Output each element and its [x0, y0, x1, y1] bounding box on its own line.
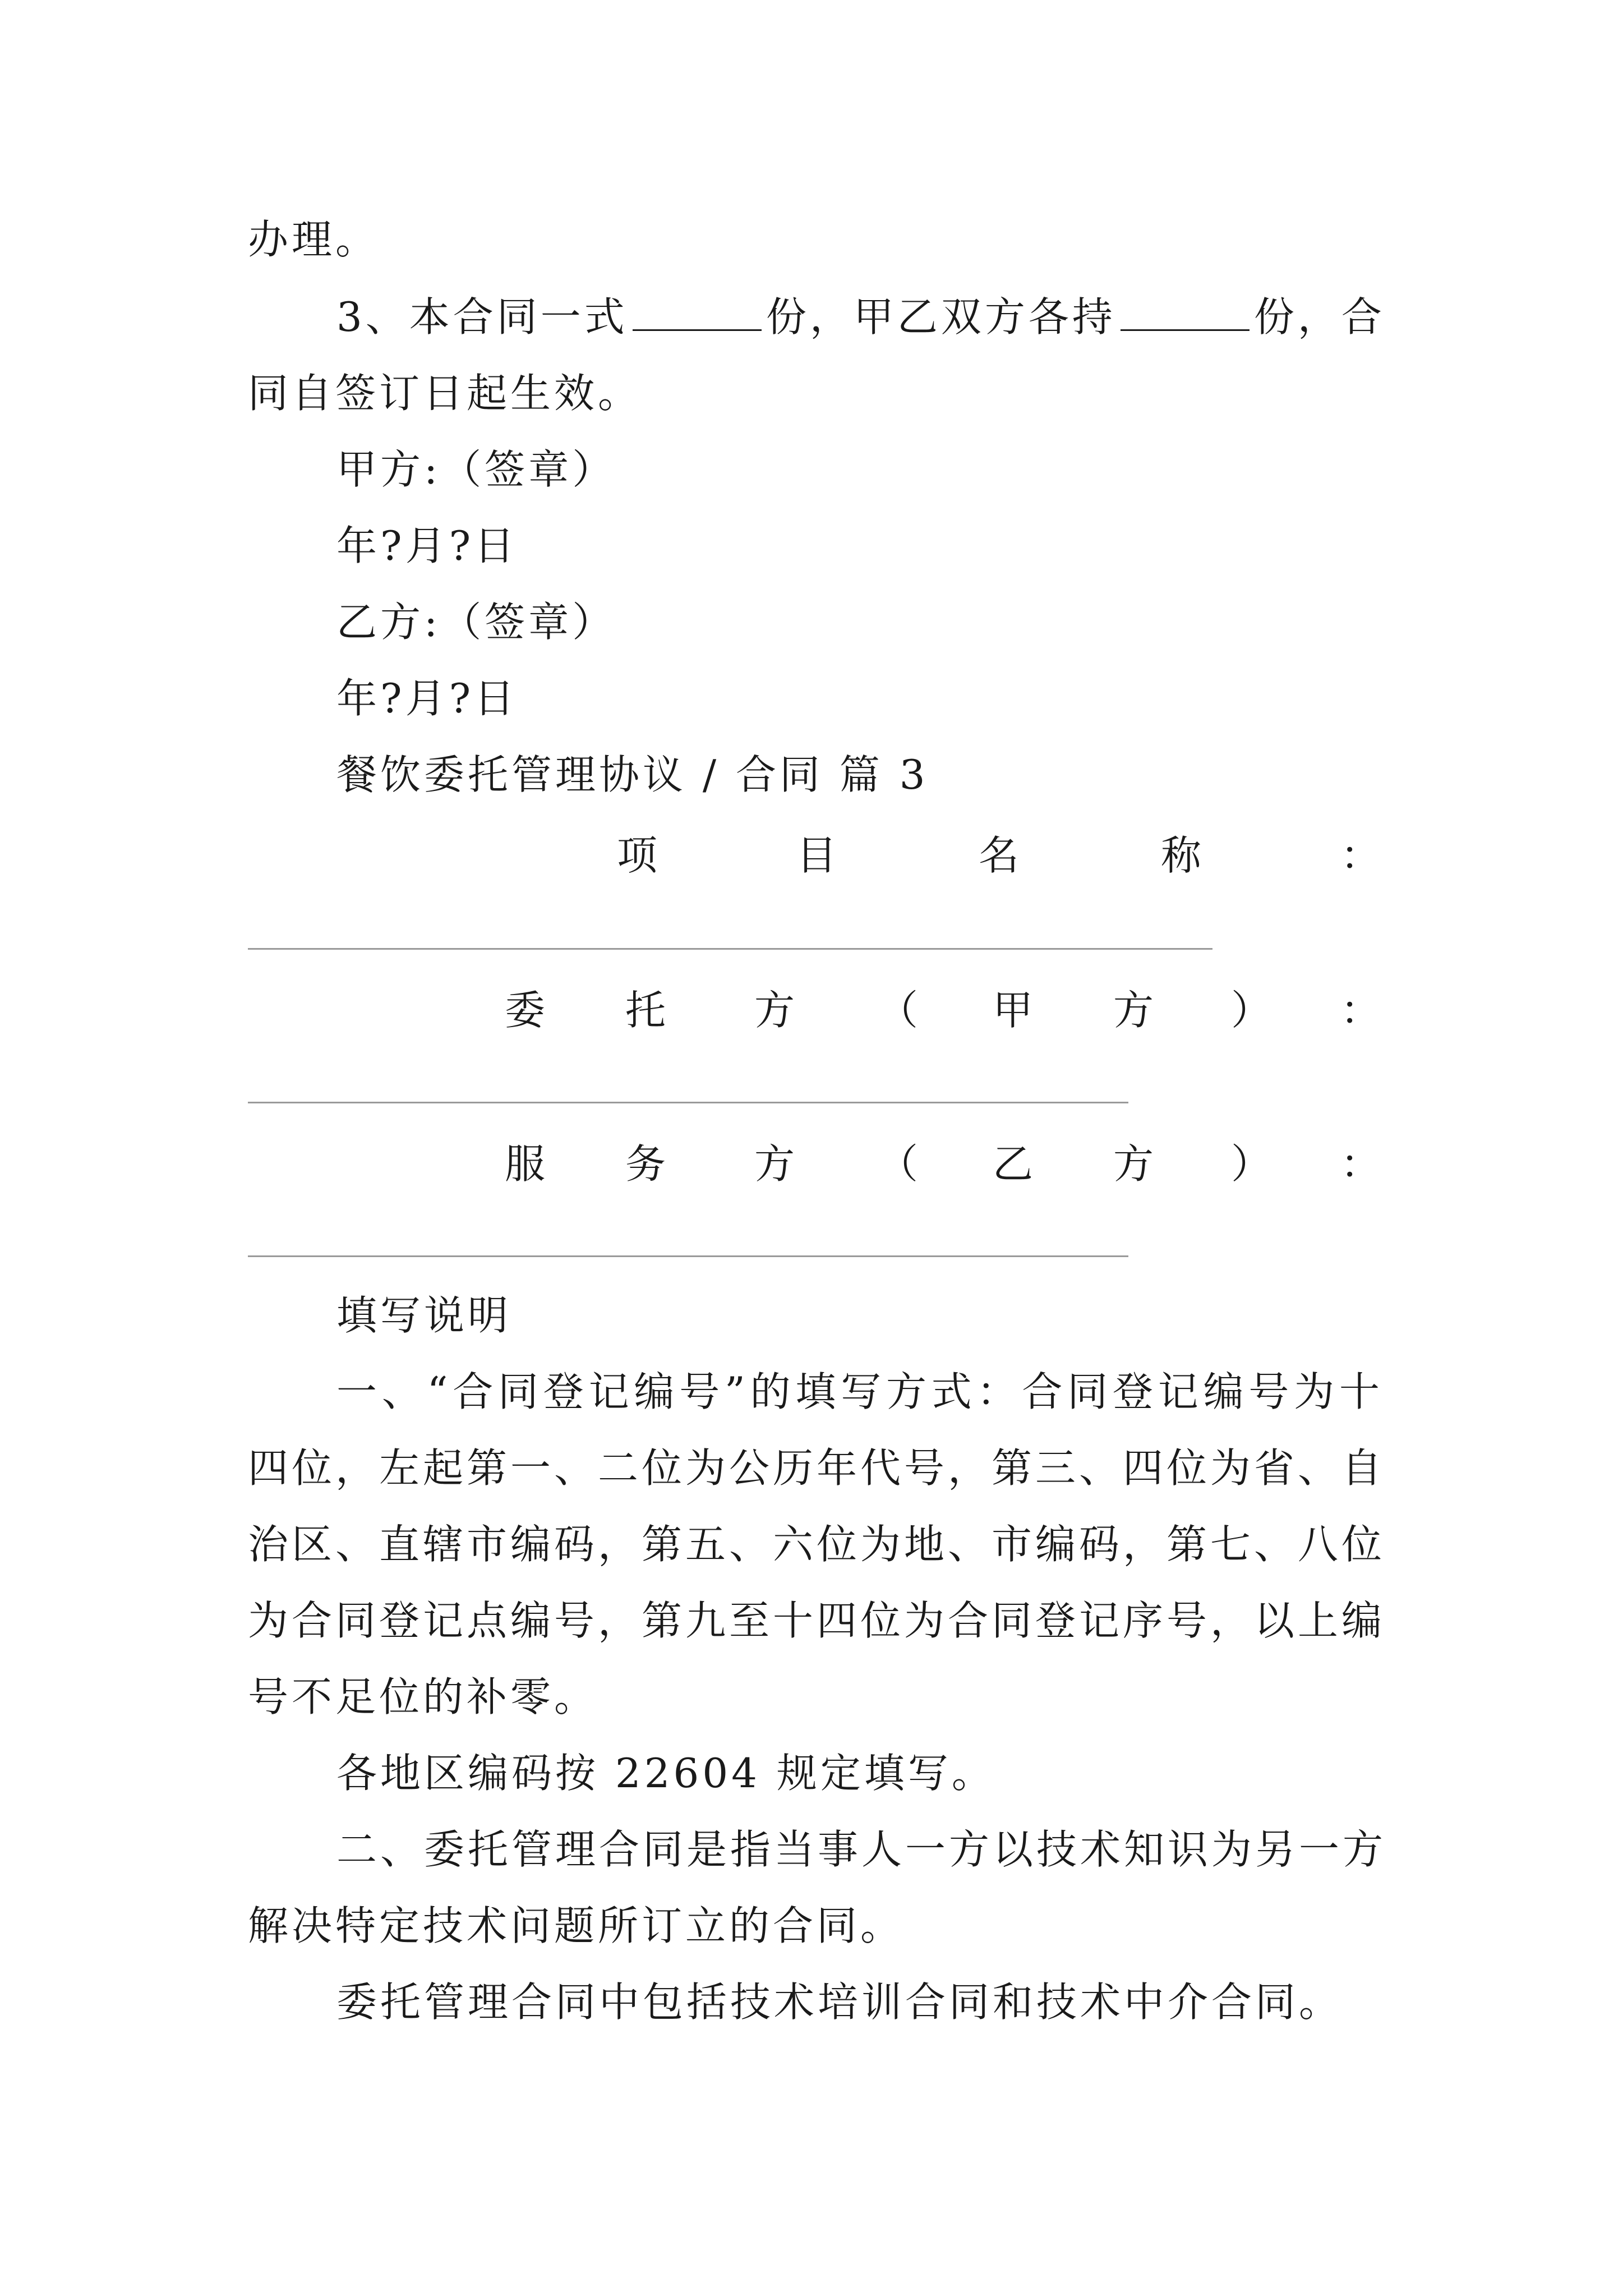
text-line: 一、“合同登记编号”的填写方式：合同登记编号为十 — [336, 1368, 1383, 1415]
label-char: 方 — [754, 987, 795, 1034]
text-segment: 3、本合同一式 — [336, 293, 628, 341]
label-char: 务 — [625, 1140, 666, 1188]
label-char: ） — [1231, 987, 1272, 1034]
text-line: 同自签订日起生效。 — [248, 370, 642, 417]
label-char: 名 — [979, 832, 1020, 879]
label-char: 目 — [796, 832, 837, 879]
text-line: 办理。 — [248, 216, 380, 263]
text-line: 号不足位的补零。 — [248, 1673, 598, 1720]
section-heading: 餐饮委托管理协议 / 合同 篇 3 — [336, 751, 929, 798]
text-segment: 份，合 — [1253, 293, 1385, 341]
label-char: 项 — [617, 832, 658, 879]
label-char: ： — [1340, 987, 1381, 1034]
label-char: （ — [878, 987, 919, 1034]
text-line: 解决特定技术问题所订立的合同。 — [248, 1902, 905, 1949]
client-line — [248, 1102, 1128, 1103]
party-a-signature: 甲方:（签章） — [336, 446, 616, 493]
text-line: 二、委托管理合同是指当事人一方以技术知识为另一方 — [336, 1826, 1387, 1873]
text-line: 为合同登记点编号，第九至十四位为合同登记序号，以上编 — [248, 1597, 1386, 1644]
project-name-line — [248, 948, 1212, 950]
text-line: 各地区编码按 22604 规定填写。 — [336, 1750, 995, 1797]
label-char: 乙 — [993, 1140, 1034, 1188]
label-char: 方 — [1113, 1140, 1154, 1188]
label-char: ） — [1231, 1140, 1272, 1188]
party-a-date: 年?月?日 — [336, 522, 518, 569]
label-char: ： — [1340, 1140, 1381, 1188]
label-char: 方 — [754, 1140, 795, 1188]
text-line: 委托管理合同中包括技术培训合同和技术中介合同。 — [336, 1978, 1343, 2026]
label-char: 甲 — [993, 987, 1034, 1034]
party-b-signature: 乙方:（签章） — [336, 599, 616, 646]
instructions-heading: 填写说明 — [336, 1292, 512, 1339]
label-char: （ — [878, 1140, 919, 1188]
label-char: 方 — [1113, 987, 1154, 1034]
text-segment: 份，甲乙双方各持 — [766, 293, 1116, 341]
label-char: ： — [1340, 832, 1381, 879]
provider-line — [248, 1255, 1128, 1257]
label-char: 服 — [505, 1140, 546, 1188]
text-line: 治区、直辖市编码，第五、六位为地、市编码，第七、八位 — [248, 1521, 1386, 1568]
text-line: 四位，左起第一、二位为公历年代号，第三、四位为省、自 — [248, 1444, 1386, 1492]
blank-copies-each — [1121, 298, 1249, 331]
label-char: 托 — [625, 987, 666, 1034]
blank-copies-total — [633, 298, 762, 331]
party-b-date: 年?月?日 — [336, 675, 518, 722]
copies-clause — [336, 292, 1385, 342]
label-char: 称 — [1161, 832, 1202, 879]
label-char: 委 — [505, 987, 546, 1034]
